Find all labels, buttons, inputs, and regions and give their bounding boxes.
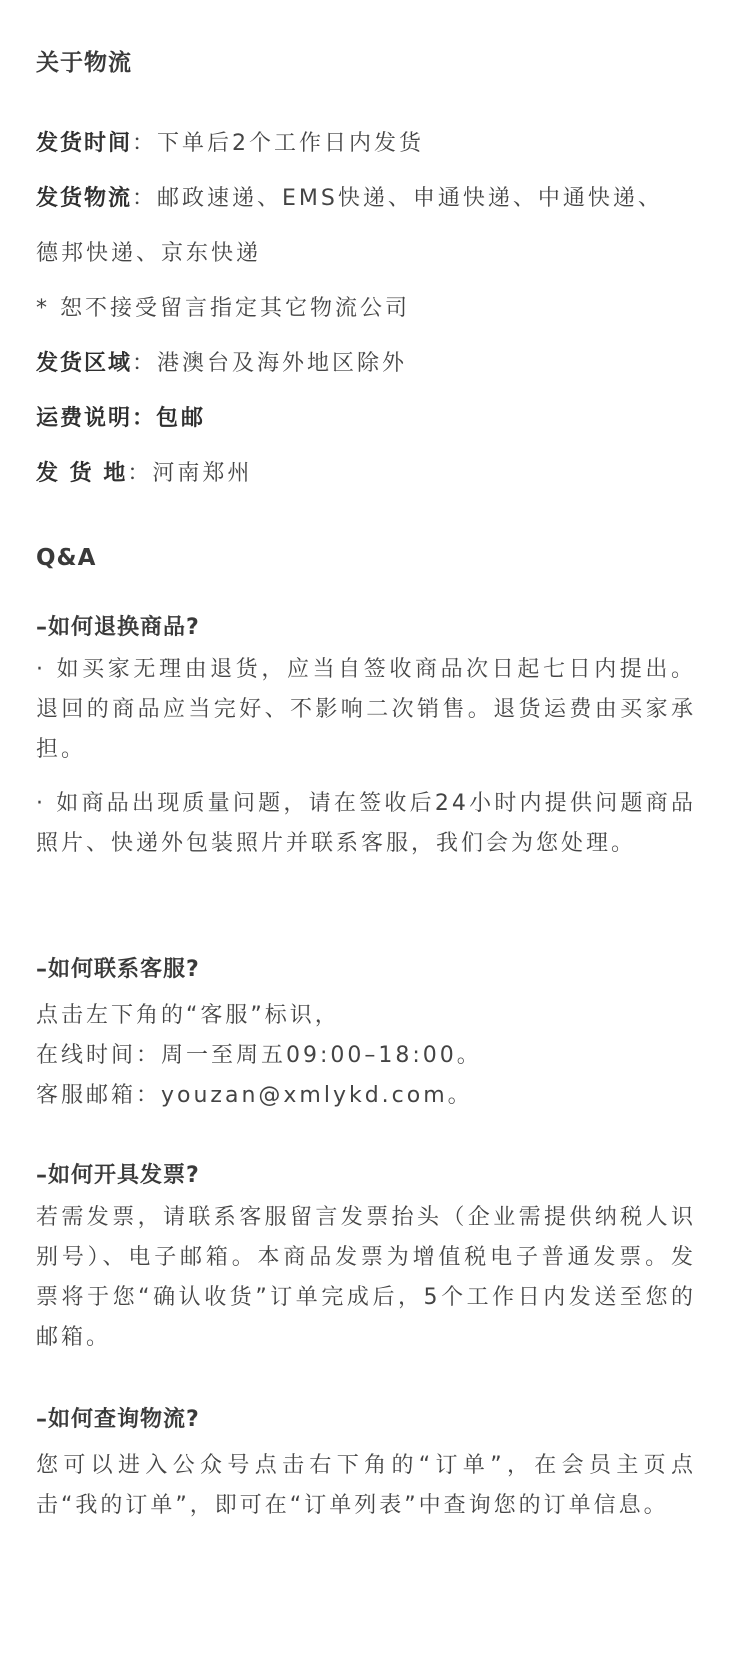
row-value: 邮政速递、EMS快递、申通快递、中通快递、 xyxy=(157,186,663,211)
qa-answer-line: 客服邮箱：youzan@xmlykd.com。 xyxy=(36,1083,473,1108)
shipping-time-row xyxy=(36,126,424,157)
row-value: 河南郑州 xyxy=(152,461,253,486)
row-label: 发货区域 xyxy=(36,351,133,376)
qa-answer-paragraph: 您可以进入公众号点击右下角的“订单”，在会员主页点击“我的订单”，即可在“订单列表”中查询您的订单信息。 xyxy=(36,1453,696,1518)
row-label: 发货物流 xyxy=(36,186,133,211)
shipping-fee-row xyxy=(36,401,206,432)
qa-question-contact: –如何联系客服? xyxy=(36,957,200,982)
shipping-origin-row xyxy=(36,456,252,487)
row-sep: ： xyxy=(132,186,158,211)
row-sep: ： xyxy=(127,461,153,486)
shipping-area-row xyxy=(36,346,407,377)
row-sep: ： xyxy=(132,351,158,376)
row-label: 发货时间 xyxy=(36,131,133,156)
row-value: 包邮 xyxy=(156,406,207,431)
qa-answer-line: 点击左下角的“客服”标识， xyxy=(36,1003,340,1028)
logistics-title: 关于物流 xyxy=(36,50,132,76)
row-sep: ： xyxy=(132,131,158,156)
shipping-carrier-row xyxy=(36,181,663,212)
qa-answer-line: 在线时间：周一至周五09:00–18:00。 xyxy=(36,1043,482,1068)
row-value: 德邦快递、京东快递 xyxy=(36,241,262,266)
row-value: 港澳台及海外地区除外 xyxy=(157,351,408,376)
shipping-carrier-row-cont xyxy=(36,236,261,267)
carrier-note xyxy=(36,291,410,322)
qa-title: Q&A xyxy=(36,545,97,571)
qa-answer-paragraph: · 如商品出现质量问题，请在签收后24小时内提供问题商品照片、快递外包装照片并联系客服，我们会为您处理。 xyxy=(36,791,696,856)
row-value: * 恕不接受留言指定其它物流公司 xyxy=(36,296,410,321)
row-value: 下单后2个工作日内发货 xyxy=(157,131,425,156)
qa-question-tracking: –如何查询物流? xyxy=(36,1407,200,1432)
qa-answer-paragraph: · 如买家无理由退货，应当自签收商品次日起七日内提出。退回的商品应当完好、不影响二次销售。退货运费由买家承担。 xyxy=(36,657,696,762)
row-label: 运费说明 xyxy=(36,406,133,431)
row-label: 发 货 地 xyxy=(36,461,128,486)
row-sep: ： xyxy=(132,406,157,431)
qa-answer-paragraph: 若需发票，请联系客服留言发票抬头（企业需提供纳税人识别号）、电子邮箱。本商品发票为增值税电子普通发票。发票将于您“确认收货”订单完成后，5个工作日内发送至您的邮箱。 xyxy=(36,1205,696,1350)
qa-question-return: –如何退换商品? xyxy=(36,615,200,640)
qa-question-invoice: –如何开具发票? xyxy=(36,1163,200,1188)
